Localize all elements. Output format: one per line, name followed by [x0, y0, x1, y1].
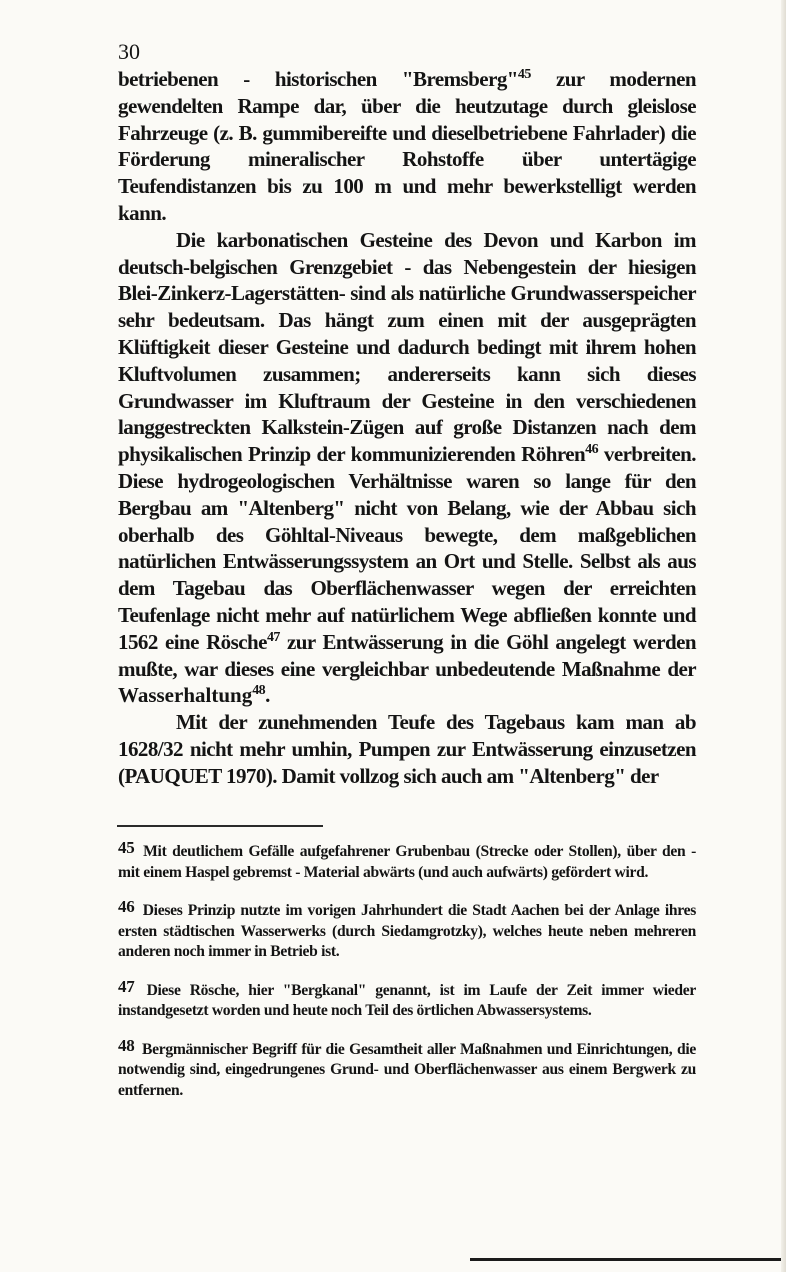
footnote-reference: 45: [517, 67, 531, 82]
page-number: 30: [118, 39, 140, 64]
footnote-text: Dieses Prinzip nutzte im vorigen Jahrhundert die Stadt Aachen bei der Anlage ihres ersten städtischen Wasserwerks (durch Siedamgrotzky), welches heute neben mehreren anderen noch immer in Betrieb ist.: [118, 902, 696, 960]
paragraph: [118, 227, 696, 709]
text-run: Die karbonatischen Gesteine des Devon und Karbon im deutsch-belgischen Grenzgebiet - das Nebengestein der hiesigen Blei-Zinkerz-Lagerstätten- sind als natürliche Grundwasserspeicher sehr bedeutsam. Das hängt zum einen mit der ausgeprägten Klüftigkeit dieser Gesteine und dadurch bedingt mit ihrem hohen Kluftvolumen zusammen; andererseits kann sich dieses Grundwasser im Kluftraum der Gesteine in den verschiedenen langgestreckten Kalkstein-Zügen auf große Distanzen nach dem physikalischen Prinzip der kommunizierenden Röhren: [118, 227, 696, 467]
footnote: [118, 977, 696, 1022]
footnote: [118, 897, 696, 963]
footnote-number: 45: [118, 838, 135, 857]
footnote-number: 47: [118, 976, 135, 996]
footnote-text: Mit deutlichem Gefälle aufgefahrener Grubenbau (Strecke oder Stollen), über den - mit einem Haspel gebremst - Material abwärts (und auch aufwärts) gefördert wird.: [118, 843, 696, 881]
footnote-text: Bergmännischer Begriff für die Gesamtheit aller Maßnahmen und Einrichtungen, die notwendig sind, eingedrungenes Grund- und Oberflächenwasser aus einem Bergwerk zu entfernen.: [118, 1040, 696, 1099]
text-run: zur Entwässerung in die Göhl angelegt werden mußte, war dieses eine vergleichbar unbedeutende Maßnahme der: [118, 629, 697, 681]
text-run: betriebenen - historischen "Bremsberg": [118, 67, 518, 91]
footnotes: [118, 838, 696, 1115]
text-run: Mit der zunehmenden Teufe des Tagebaus kam man ab 1628/32 nicht mehr umhin, Pumpen zur Entwässerung einzusetzen (PAUQUET 1970). Damit vollzog sich auch am "Altenberg" der: [118, 710, 696, 788]
text-run: .: [265, 683, 270, 708]
footnote: [118, 838, 696, 883]
footnote-reference: 48: [252, 683, 266, 699]
footnote-reference: 46: [585, 442, 599, 458]
footnote-reference: 47: [266, 629, 280, 645]
text-run: Wasserhaltung: [118, 683, 253, 708]
footnote-number: 46: [118, 897, 135, 916]
page-edge: [781, 0, 786, 1272]
paragraph: [118, 66, 696, 227]
footnote-number: 48: [118, 1035, 135, 1055]
main-text: [118, 66, 696, 790]
bottom-edge-line: [470, 1258, 786, 1261]
footnote-separator: [117, 825, 323, 827]
text-run: zur modernen gewendelten Rampe dar, über die heutzutage durch gleislose Fahrzeuge (z. B. gummibereifte und dieselbetriebene Fahrlader) die Förderung mineralischer Rohstoffe über untertägige Teufendistanzen bis zu 100 m und mehr bewerkstelligt werden kann.: [118, 67, 696, 225]
paragraph: [118, 709, 696, 789]
footnote: [118, 1036, 696, 1102]
text-run: verbreiten. Diese hydrogeologischen Verhältnisse waren so lange für den Bergbau am "Altenberg" nicht von Belang, wie der Abbau sich oberhalb des Göhltal-Niveaus bewegte, dem maßgeblichen natürlichen Entwässerungssystem an Ort und Stelle. Selbst als aus dem Tagebau das Oberflächenwasser wegen der erreichten Teufenlage nicht mehr auf natürlichem Wege abfließen konnte und 1562 eine Rösche: [118, 442, 696, 654]
footnote-text: Diese Rösche, hier "Bergkanal" genannt, ist im Laufe der Zeit immer wieder instandgesetzt worden und heute noch Teil des örtlichen Abwassersystems.: [118, 981, 696, 1019]
